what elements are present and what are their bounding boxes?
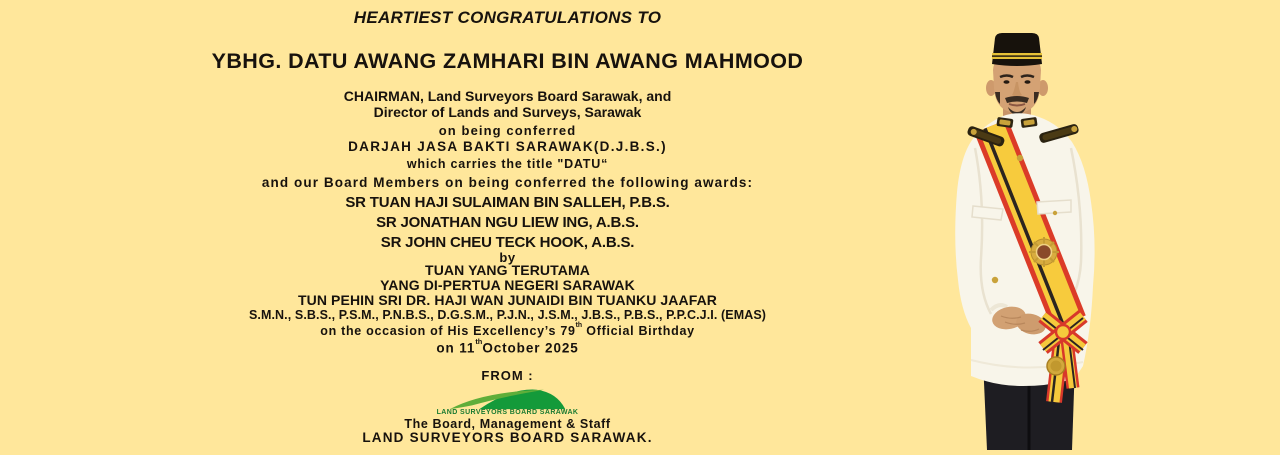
logo-caption: LAND SURVEYORS BOARD SARAWAK bbox=[436, 409, 579, 416]
conferred-intro: on being conferred bbox=[438, 123, 577, 138]
conferrer-honours: S.M.N., S.B.S., P.S.M., P.N.B.S., D.G.S.M., P.J.N., J.S.M., J.B.S., P.B.S., P.P.C.J.I. (EMAS) bbox=[248, 308, 767, 322]
honoree-name: YBHG. DATU AWANG ZAMHARI BIN AWANG MAHMOOD bbox=[211, 49, 804, 73]
award-name: DARJAH JASA BAKTI SARAWAK(D.J.B.S.) bbox=[348, 139, 667, 154]
award-title-note: which carries the title "DATU“ bbox=[406, 157, 609, 171]
honoree-title-line1: CHAIRMAN, Land Surveyors Board Sarawak, and bbox=[343, 88, 672, 104]
date-prefix: on 11 bbox=[436, 340, 476, 356]
by-label: by bbox=[499, 250, 516, 265]
occasion-prefix: on the occasion of His Excellency’s 79 bbox=[320, 324, 576, 338]
occasion-line bbox=[0, 321, 1015, 338]
songkok-hat bbox=[992, 33, 1042, 66]
date-line bbox=[0, 336, 1015, 356]
banner-heading: HEARTIEST CONGRATULATIONS TO bbox=[353, 8, 662, 27]
lsbs-hills-logo-icon bbox=[443, 386, 573, 410]
date-superscript: th bbox=[475, 336, 483, 346]
board-member-1: SR TUAN HAJI SULAIMAN BIN SALLEH, P.B.S. bbox=[345, 194, 670, 211]
from-line1: The Board, Management & Staff bbox=[404, 417, 611, 431]
date-suffix: October 2025 bbox=[482, 340, 579, 356]
occasion-superscript: th bbox=[575, 321, 583, 329]
conferrer-line2: YANG DI-PERTUA NEGERI SARAWAK bbox=[380, 277, 635, 293]
official-portrait-photo bbox=[945, 30, 1145, 450]
occasion-suffix: Official Birthday bbox=[582, 324, 695, 338]
board-awards-intro: and our Board Members on being conferred the following awards: bbox=[261, 175, 754, 190]
from-label: FROM : bbox=[481, 368, 534, 383]
portrait-illustration bbox=[945, 30, 1145, 450]
honoree-title-line2: Director of Lands and Surveys, Sarawak bbox=[373, 104, 642, 120]
from-line2: LAND SURVEYORS BOARD SARAWAK. bbox=[362, 430, 653, 445]
board-member-2: SR JONATHAN NGU LIEW ING, A.B.S. bbox=[376, 214, 639, 231]
board-member-3: SR JOHN CHEU TECK HOOK, A.B.S. bbox=[380, 234, 635, 251]
conferrer-line1: TUAN YANG TERUTAMA bbox=[425, 262, 590, 278]
conferrer-line3: TUN PEHIN SRI DR. HAJI WAN JUNAIDI BIN TUANKU JAAFAR bbox=[298, 292, 717, 308]
